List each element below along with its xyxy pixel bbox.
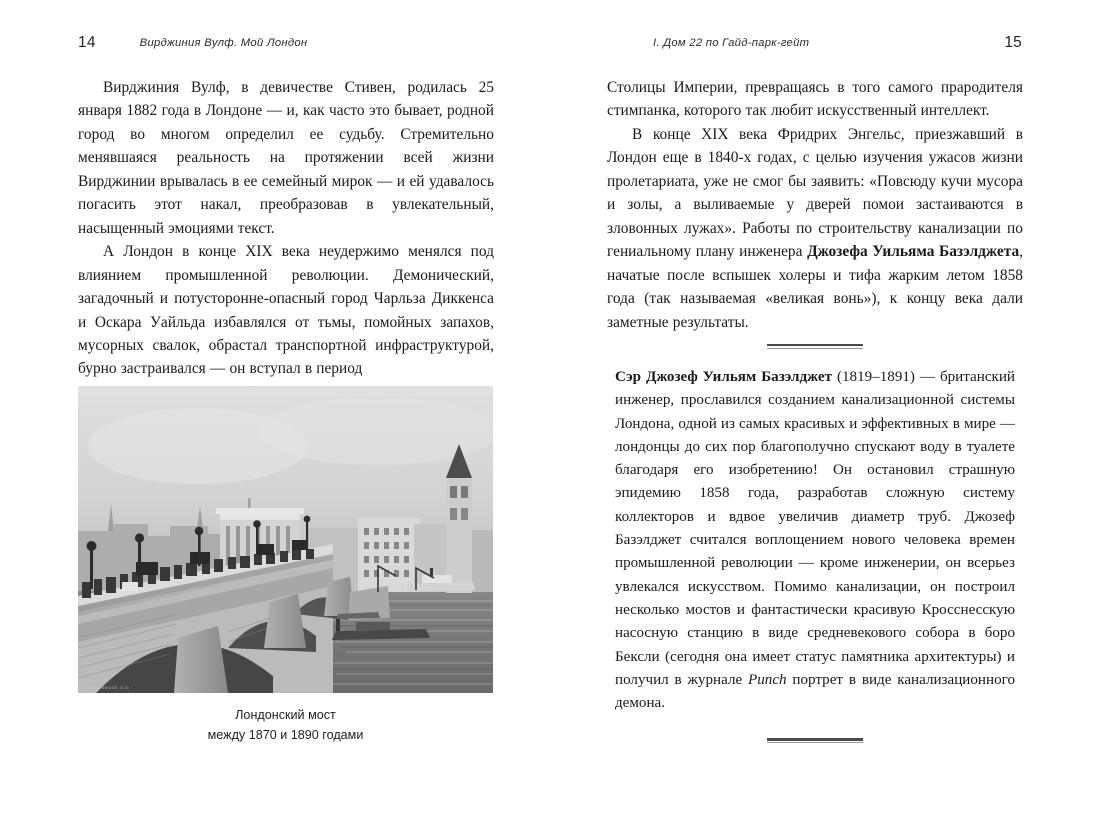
paragraph-london-change: А Лондон в конце XIX века неудержимо менялся под влиянием промышленной революции. Демонический, загадочный и потусторонне-опасный город Чарльза Диккенса и Оскара Уайльда избавлялся от тьмы, помойных запахов, мусорных свалок, обрастал транспортной инфраструктурой, бурно застраивался — он вступал в период (78, 243, 494, 378)
rule-line-thin (767, 742, 863, 743)
paragraph-engels (607, 123, 1023, 334)
right-column-text (607, 76, 1023, 334)
engels-text-after: , начатые после вспышек холеры и тифа жарким летом 1858 года (так называемая «великая вонь»), к концу века дали заметные результаты. (607, 243, 1023, 331)
sidebar-text-after-magazine: портрет в виде канализационного демона. (615, 671, 1015, 712)
photograph-london-bridge (78, 386, 493, 693)
page-number-left: 14 (78, 34, 96, 51)
figure-london-bridge (78, 386, 493, 745)
sidebar-rule-bottom (767, 734, 863, 743)
running-head-right (607, 33, 1022, 53)
sidebar-paragraph (615, 366, 1015, 715)
rule-line-thick (767, 344, 863, 346)
page-number-right: 15 (1004, 34, 1022, 51)
engels-text-before: В конце XIX века Фридрих Энгельс, приезжавший в Лондон еще в 1840-х годах, с целью изучения ужасов жизни пролетариата, уже не смог бы заявить: «Повсюду кучи мусора и золы, а выливаемые у дверей помои застаиваются в зловонных лужах». Работы по строительству канализации по гениальному плану инженера (607, 125, 1023, 261)
sidebar-bazalgette-note (607, 340, 1023, 743)
sidebar-lead-name: Сэр Джозеф Уильям Базэлджет (615, 368, 833, 385)
figure-caption (78, 705, 493, 745)
photo-credit-text: LONDON BRIDGE. 8-10 (83, 686, 129, 690)
running-title-right: I. Дом 22 по Гайд-парк-гейт (653, 37, 810, 49)
running-title-left: Вирджиния Вулф. Мой Лондон (139, 37, 308, 49)
running-head-left (78, 33, 493, 53)
paragraph-biography: Вирджиния Вулф, в девичестве Стивен, родилась 25 января 1882 года в Лондоне — и, как часто это бывает, родной город во многом определил ее судьбу. Стремительно менявшаяся реальность на протяжении всей жизни Вирджинии врывалась в ее семейный мирок — и ей удавалось погасить этот накал, преобразовав в увлекательный, насыщенный эмоциями текст. (78, 79, 494, 237)
caption-line-date: между 1870 и 1890 годами (207, 728, 364, 742)
rule-line-thick (767, 738, 863, 740)
engineer-name-bold: Джозефа Уильяма Базэлджета (807, 243, 1020, 261)
sidebar-rule-top (767, 340, 863, 349)
magazine-name-italic: Punch (748, 671, 787, 688)
sidebar-text-before-magazine: (1819–1891) — британский инженер, прославился созданием канализационной системы Лондона, одной из самых красивых и эффективных в мире — лондонцы до сих пор благополучно спускают воду в туалете благодаря его изобретению! Он остановил страшную эпидемию 1858 года, разработав сложную систему коллекторов и вдвое увеличив диаметр труб. Джозеф Базэлджет считался воплощением нового человека времен промышленной революции — кроме инженерии, он всерьез увлекался искусством. Помимо канализации, он построил несколько мостов и фантастически красивую Кросснесскую насосную станцию в виде средневекового собора в боро Бексли (сегодня она имеет статус памятника архитектуры) и получил в журнале (615, 368, 1016, 688)
left-column-text (78, 76, 494, 381)
paragraph-empire-continued: Столицы Империи, превращаясь в того самого прародителя стимпанка, которого так любит искусственный интеллект. (607, 79, 1023, 120)
rule-line-thin (767, 348, 863, 349)
caption-line-title: Лондонский мост (235, 708, 336, 722)
